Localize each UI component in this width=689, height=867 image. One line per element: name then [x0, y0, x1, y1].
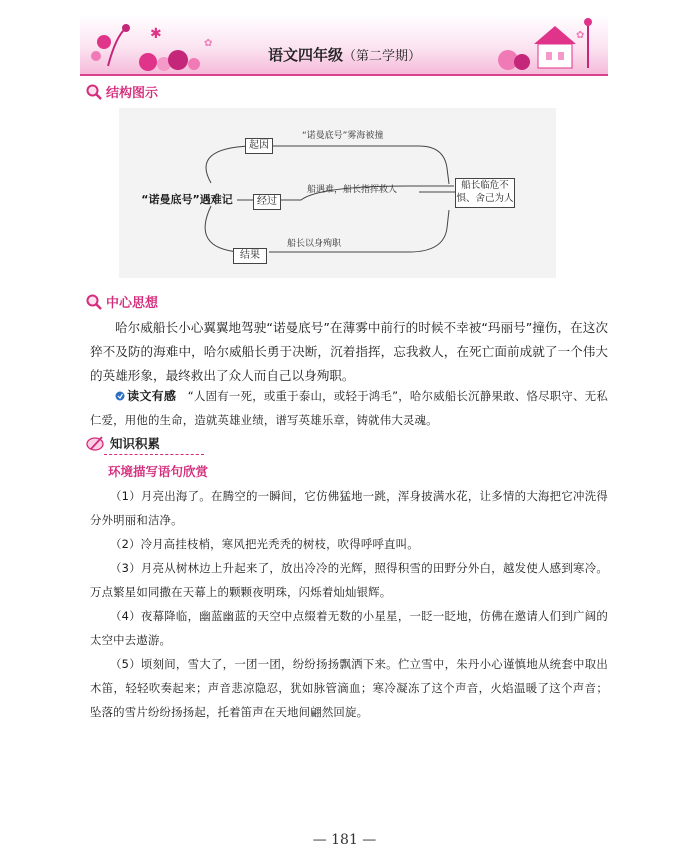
- header-title: [0, 44, 689, 65]
- mindmap-conclusion: 船长临危不惧、舍己为人: [455, 178, 515, 208]
- knowledge-item: （3）月亮从树林边上升起来了，放出冷冷的光辉，照得积雪的田野分外白，越发使人感到寒冷。万点繁星如同撒在天幕上的颗颗夜明珠，闪烁着灿灿银辉。: [90, 561, 608, 599]
- central-idea-section-heading: [86, 292, 158, 311]
- reading-feeling-label: 读文有感: [127, 389, 177, 403]
- structure-section-heading: [86, 82, 158, 101]
- mindmap-branch-text: 船遇难，船长指挥救人: [307, 185, 398, 195]
- knowledge-item: （2）冷月高挂枝梢，寒风把光秃秃的树枝，吹得呼呼直叫。: [110, 537, 419, 551]
- book-subtitle: （第二学期）: [343, 49, 422, 64]
- mindmap-branch-text: “诺曼底号”雾海被撞: [302, 131, 384, 141]
- knowledge-underline: [104, 454, 204, 456]
- mindmap-branch-label: 起因: [245, 138, 273, 154]
- header-divider: [80, 74, 608, 76]
- svg-text:✿: ✿: [576, 30, 585, 41]
- bullet-icon: [115, 391, 125, 401]
- knowledge-section-heading: [86, 434, 160, 452]
- svg-text:✿: ✿: [204, 38, 213, 49]
- book-title: 语文四年级: [267, 46, 343, 64]
- mindmap-branch-label: 结果: [233, 248, 267, 264]
- structure-mindmap: [119, 108, 556, 278]
- reading-feeling-marker: [115, 384, 125, 408]
- page-number: — 181 —: [312, 832, 377, 848]
- knowledge-item: （5）顷刻间，雪大了，一团一团，纷纷扬扬飘洒下来。伫立雪中，朱丹小心谨慎地从统套中取出木笛，轻轻吹奏起来；声音悲凉隐忍，犹如脉管滴血；寒冷凝冻了这个声音，火焰温暖了这个声音；坠落的雪片纷纷扬扬起，托着笛声在天地间翩然回旋。: [90, 657, 608, 719]
- central-idea-section-title: 中心思想: [106, 296, 159, 311]
- mindmap-branch-text: 船长以身殉职: [287, 239, 342, 249]
- knowledge-section-title: 知识积累: [110, 436, 161, 451]
- knowledge-item: （1）月亮出海了。在腾空的一瞬间，它仿佛猛地一跳，浑身披满水花，让多情的大海把它冲洗得分外明丽和洁净。: [90, 489, 608, 527]
- mindmap-branch-label: 经过: [253, 194, 281, 210]
- pen-icon: [86, 434, 106, 452]
- mindmap-center: “诺曼底号”遇难记: [141, 193, 233, 206]
- reading-feeling-text: “人固有一死，或重于泰山，或轻于鸿毛”，哈尔威船长沉静果敢、恪尽职守、无私仁爱，用他的生命，造就英雄业绩，谱写英雄乐章，铸就伟大灵魂。: [90, 389, 608, 427]
- knowledge-item: （4）夜幕降临，幽蓝幽蓝的天空中点缀着无数的小星星，一眨一眨地，仿佛在邀请人们到广阔的太空中去遨游。: [90, 609, 608, 647]
- magnifier-icon: [86, 294, 102, 310]
- knowledge-subtitle: 环境描写语句欣赏: [108, 464, 209, 479]
- structure-section-title: 结构图示: [106, 86, 159, 101]
- reading-feeling-paragraph: [90, 384, 608, 432]
- central-idea-text: 哈尔威船长小心翼翼地驾驶“诺曼底号”在薄雾中前行的时候不幸被“玛丽号”撞伤，在这次猝不及防的海难中，哈尔威船长勇于决断，沉着指挥，忘我救人，在死亡面前成就了一个伟大的英雄形象，最终救出了众人而自己以身殉职。: [90, 320, 608, 383]
- magnifier-icon: [86, 84, 102, 100]
- svg-text:✱: ✱: [150, 26, 162, 42]
